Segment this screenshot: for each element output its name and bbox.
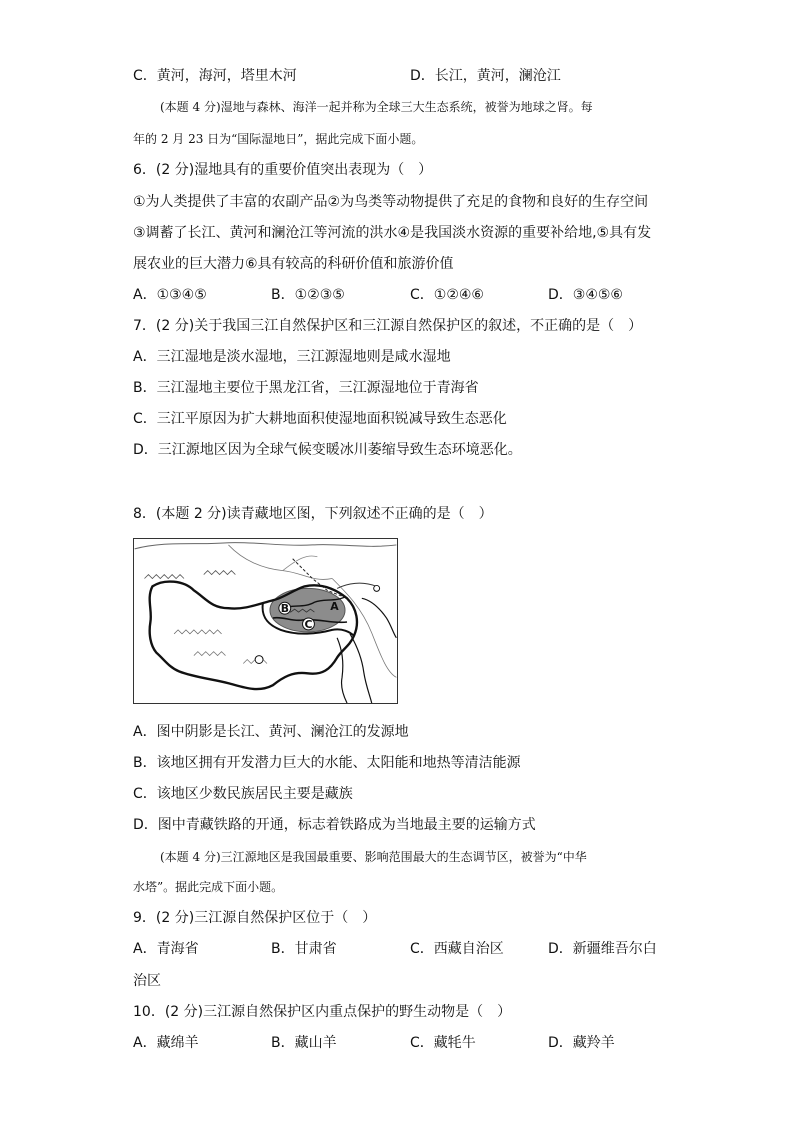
q8-option-d: D．图中青藏铁路的开通，标志着铁路成为当地最主要的运输方式 [133, 817, 536, 833]
q9-option-b: B．甘肃省 [271, 941, 337, 957]
passage1-line2: 年的 2 月 23 日为“国际湿地日”，据此完成下面小题。 [133, 132, 424, 146]
q9-option-c: C．西藏自治区 [410, 941, 504, 957]
qinghai-tibet-map [133, 538, 398, 704]
q8-option-c: C．该地区少数民族居民主要是藏族 [133, 786, 353, 802]
map-label-b: B [280, 602, 290, 616]
q10-option-a: A．藏绵羊 [133, 1035, 199, 1051]
q6-option-a: A．①③④⑤ [133, 287, 207, 303]
q6-option-d: D．③④⑤⑥ [548, 287, 623, 303]
q10-option-b: B．藏山羊 [271, 1035, 337, 1051]
q7-option-d: D．三江源地区因为全球气候变暖冰川萎缩导致生态环境恶化。 [133, 442, 522, 458]
map-label-a: A [330, 600, 339, 614]
q9-option-a: A．青海省 [133, 941, 199, 957]
q8-stem: 8．(本题 2 分)读青藏地区图，下列叙述不正确的是（ ） [133, 506, 493, 522]
q6-choice-line1: ①为人类提供了丰富的农副产品②为鸟类等动物提供了充足的食物和良好的生存空间 [133, 194, 649, 210]
map-label-c: C [304, 617, 313, 631]
q6-choice-line2: ③调蓄了长江、黄河和澜沧江等河流的洪水④是我国淡水资源的重要补给地,⑤具有发 [133, 225, 652, 241]
q6-option-c: C．①②④⑥ [410, 287, 484, 303]
q9-option-d: D．新疆维吾尔白 [548, 941, 657, 957]
q9-stem: 9．(2 分)三江源自然保护区位于（ ） [133, 910, 377, 926]
q10-option-c: C．藏牦牛 [410, 1035, 476, 1051]
q8-option-b: B．该地区拥有开发潜力巨大的水能、太阳能和地热等清洁能源 [133, 755, 521, 771]
q10-option-d: D．藏羚羊 [548, 1035, 615, 1051]
lake-icon [374, 585, 380, 591]
q6-stem: 6．(2 分)湿地具有的重要价值突出表现为（ ） [133, 162, 433, 178]
q8-option-a: A．图中阴影是长江、黄河、澜沧江的发源地 [133, 724, 409, 740]
q7-option-a: A．三江湿地是淡水湿地，三江源湿地则是咸水湿地 [133, 349, 451, 365]
q9-option-d-wrap: 治区 [133, 973, 161, 989]
q6-choice-line3: 展农业的巨大潜力⑥具有较高的科研价值和旅游价值 [133, 256, 454, 272]
q7-option-b: B．三江湿地主要位于黑龙江省，三江源湿地位于青海省 [133, 380, 479, 396]
passage2-line1: (本题 4 分)三江源地区是我国最重要、影响范围最大的生态调节区，被誉为“中华 [160, 850, 587, 864]
q5-option-c: C．黄河，海河，塔里木河 [133, 68, 297, 84]
q6-option-b: B．①②③⑤ [271, 287, 345, 303]
q7-stem: 7．(2 分)关于我国三江自然保护区和三江源自然保护区的叙述，不正确的是（ ） [133, 318, 643, 334]
lake-icon [255, 656, 263, 664]
q10-stem: 10．(2 分)三江源自然保护区内重点保护的野生动物是（ ） [133, 1004, 512, 1020]
passage2-line2: 水塔”。据此完成下面小题。 [133, 880, 284, 894]
passage1-line1: (本题 4 分)湿地与森林、海洋一起并称为全球三大生态系统，被誉为地球之肾。每 [160, 100, 593, 114]
q7-option-c: C．三江平原因为扩大耕地面积使湿地面积锐减导致生态恶化 [133, 411, 507, 427]
q5-option-d: D．长江，黄河，澜沧江 [410, 68, 561, 84]
